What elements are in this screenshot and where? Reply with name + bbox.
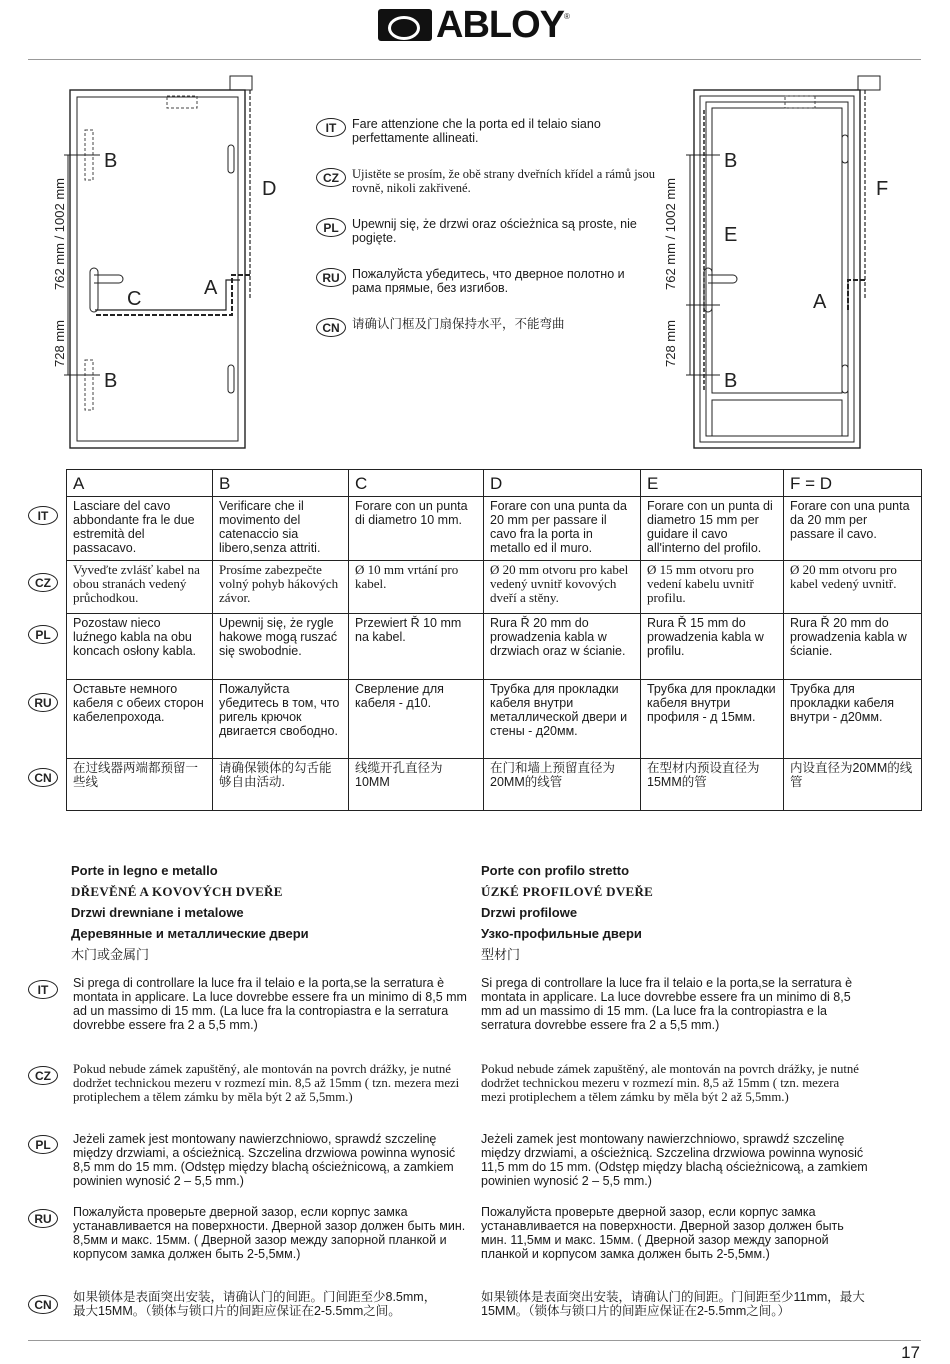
label-a: A xyxy=(813,291,827,313)
column-header: E xyxy=(641,470,784,497)
table-cell: Ø 20 mm otvoru pro kabel vedený uvnitř kovových dveří a stěny. xyxy=(484,561,641,614)
label-b-top: B xyxy=(724,150,738,172)
lang-badge-it: IT xyxy=(28,506,58,525)
heading-it: Porte con profilo stretto xyxy=(481,863,630,878)
installation-spec-table xyxy=(66,469,922,811)
table-cell: 请确保锁体的勾舌能够自由活动. xyxy=(213,759,349,811)
label-f: F xyxy=(876,178,889,200)
note-it xyxy=(316,117,656,145)
lang-badge: IT xyxy=(316,118,346,137)
note-text: Upewnij się, że drzwi oraz ościeżnica są proste, nie pogięte. xyxy=(352,217,637,245)
table-cell: Трубка для прокладки кабеля внутри профиля - д 15мм. xyxy=(641,680,784,759)
table-cell: Vyveďte zvlášť kabel na obou stranách vedený průchodkou. xyxy=(67,561,213,614)
label-b-bottom: B xyxy=(104,370,118,392)
note-cn xyxy=(316,317,656,337)
paragraph-pl: Jeżeli zamek jest montowany nawierzchniowo, sprawdź szczelinę między drzwiami, a ościeżnicą. Szczelina drzwiowa powinna wynosić 8,5 mm do 15 mm. (Odstęp między blachą ościeżnicową, a zamkiem powinien wynosić 2 – 5,5 mm.) xyxy=(73,1132,456,1188)
lang-badge-ru: RU xyxy=(28,693,58,712)
paragraph-ru: Пожалуйста проверьте дверной зазор, если корпус замка устанавливается на поверхности. Дверной зазор должен быть мин. 8,5мм и макс. 15мм. ( Дверной зазор между запорной планкой и корпусом замка должен быть 2-5,5мм.) xyxy=(73,1205,466,1261)
lang-badge-cn: CN xyxy=(28,1295,58,1314)
brand-name: ABLOY xyxy=(436,3,564,46)
right-column-heading xyxy=(481,860,653,965)
table-cell: Трубка для прокладки кабеля внутри - д20мм. xyxy=(784,680,922,759)
label-e: E xyxy=(724,224,738,246)
table-cell: Ø 20 mm otvoru pro kabel vedený uvnitř. xyxy=(784,561,922,614)
wood-door-diagram xyxy=(40,70,300,455)
table-cell: Verificare che il movimento del catenaccio sia libero,senza attriti. xyxy=(213,497,349,561)
heading-cz: DŘEVĚNÉ A KOVOVÝCH DVEŘE xyxy=(71,884,283,899)
paragraph-cn: 如果锁体是表面突出安装，请确认门的间距。门间距至少8.5mm，最大15MM。（锁体与锁口片的间距应保证在2-5.5mm之间。 xyxy=(73,1290,437,1318)
dimension-upper: 762 mm / 1002 mm xyxy=(663,178,678,290)
abloy-logo xyxy=(378,3,570,46)
label-b-bottom: B xyxy=(724,370,738,392)
table-cell: 线缆开孔直径为10MM xyxy=(349,759,484,811)
dimension-lower: 728 mm xyxy=(663,320,678,367)
label-b-top: B xyxy=(104,150,118,172)
dimension-lower: 728 mm xyxy=(52,320,67,367)
note-ru xyxy=(316,267,656,295)
table-header-row xyxy=(67,470,922,497)
column-header: A xyxy=(67,470,213,497)
note-text: Ujistěte se prosím, že obě strany dveřních křídel a rámů jsou rovně, nikoli zakřivené. xyxy=(352,167,656,195)
table-cell: Forare con un punta di diametro 10 mm. xyxy=(349,497,484,561)
table-cell: 在型材内预设直径为15MM的管 xyxy=(641,759,784,811)
paragraph-pl: Jeżeli zamek jest montowany nawierzchniowo, sprawdź szczelinę między drzwiami, a ościeżnicą. Szczelina drzwiowa powinna wynosić 11,5 mm do 15 mm. (Odstęp między blachą ościeżnicową, a zamkiem powinien wynosić 2 – 5,5 mm.) xyxy=(481,1132,868,1188)
table-row xyxy=(67,759,922,811)
lang-badge: CZ xyxy=(316,168,346,187)
heading-pl: Drzwi profilowe xyxy=(481,905,578,920)
column-header: C xyxy=(349,470,484,497)
label-c: C xyxy=(127,288,142,310)
paragraph-cz: Pokud nebude zámek zapuštěný, ale montován na povrch drážky, je nutné dodržet technickou mezeru v rozmezí min. 8,5 až 15mm ( tzn. mezera mezi protiplechem a tělem zámku by měla být 2 až 5,5mm.) xyxy=(73,1062,460,1104)
header-rule xyxy=(28,59,921,60)
lang-badge-cz: CZ xyxy=(28,573,58,592)
table-cell: Rura Ř 15 mm do prowadzenia kabla w profilu. xyxy=(641,614,784,680)
table-cell: Forare con un punta di diametro 15 mm per guidare il cavo all'interno del profilo. xyxy=(641,497,784,561)
note-pl xyxy=(316,217,656,245)
table-cell: Przewiert Ř 10 mm na kabel. xyxy=(349,614,484,680)
heading-ru: Узко-профильные двери xyxy=(481,926,642,941)
dimension-upper: 762 mm / 1002 mm xyxy=(52,178,67,290)
note-text: Fare attenzione che la porta ed il telaio siano perfettamente allineati. xyxy=(352,117,601,145)
table-row xyxy=(67,680,922,759)
table-cell: Ø 15 mm otvoru pro vedení kabelu uvnitř profilu. xyxy=(641,561,784,614)
note-cz xyxy=(316,167,656,195)
paragraph-cn: 如果锁体是表面突出安装，请确认门的间距。门间距至少11mm，最大15MM。（锁体与锁口片的间距应保证在2-5.5mm之间。） xyxy=(481,1290,865,1318)
note-text: Пожалуйста убедитесь, что дверное полотно и рама прямые, без изгибов. xyxy=(352,267,625,295)
column-header: D xyxy=(484,470,641,497)
table-row xyxy=(67,561,922,614)
lang-badge-cn: CN xyxy=(28,768,58,787)
note-text: 请确认门框及门扇保持水平，不能弯曲 xyxy=(352,317,565,331)
column-header: F = D xyxy=(784,470,922,497)
heading-cn: 型材门 xyxy=(481,947,521,962)
profile-door-diagram xyxy=(660,70,910,455)
table-cell: Forare con una punta da 20 mm per passare il cavo fra la porta in metallo ed il muro. xyxy=(484,497,641,561)
paragraph-it: Si prega di controllare la luce fra il telaio e la porta,se la serratura è montata in applicare. La luce dovrebbe essere fra un minimo di 8,5 mm ad un massimo di 15 mm. (La luce fra la contropiastra e la serratura dovrebbe essere fra 2 a 5,5 mm.) xyxy=(73,976,467,1032)
lang-badge-pl: PL xyxy=(28,1135,58,1154)
lang-badge-it: IT xyxy=(28,980,58,999)
table-cell: Prosíme zabezpečte volný pohyb hákových závor. xyxy=(213,561,349,614)
lang-badge-pl: PL xyxy=(28,625,58,644)
table-cell: Ø 10 mm vrtání pro kabel. xyxy=(349,561,484,614)
table-cell: Forare con una punta da 20 mm per passare il cavo. xyxy=(784,497,922,561)
paragraph-it: Si prega di controllare la luce fra il telaio e la porta,se la serratura è montata in applicare. La luce dovrebbe essere fra un minimo di 8,5 mm ad un massimo di 15 mm. (La luce fra la contropiastra e la serratura dovrebbe essere fra 2 a 5,5 mm.) xyxy=(481,976,853,1032)
paragraph-ru: Пожалуйста проверьте дверной зазор, если корпус замка устанавливается на поверхности. Дверной зазор должен быть мин. 11,5мм и макс. 15мм. ( Дверной зазор между запорной планкой и корпусом замка должен быть 2-5,5мм.) xyxy=(481,1205,844,1261)
table-cell: Pozostaw nieco luźnego kabla na obu koncach osłony kabla. xyxy=(67,614,213,680)
heading-cz: ÚZKÉ PROFILOVÉ DVEŘE xyxy=(481,884,654,899)
table-cell: Rura Ř 20 mm do prowadzenia kabla w drzwiach oraz w ścianie. xyxy=(484,614,641,680)
lang-badge: RU xyxy=(316,268,346,287)
heading-it: Porte in legno e metallo xyxy=(71,863,218,878)
lang-badge: PL xyxy=(316,218,346,237)
label-a: A xyxy=(204,277,218,299)
abloy-key-icon xyxy=(378,9,432,41)
heading-pl: Drzwi drewniane i metalowe xyxy=(71,905,244,920)
table-cell: Upewnij się, że rygle hakowe mogą ruszać się swobodnie. xyxy=(213,614,349,680)
heading-cn: 木门或金属门 xyxy=(71,947,150,962)
page-number: 17 xyxy=(901,1343,920,1362)
table-cell: Оставьте немного кабеля с обеих сторон кабелепрохода. xyxy=(67,680,213,759)
table-cell: Трубка для прокладки кабеля внутри металлической двери и стены - д20мм. xyxy=(484,680,641,759)
label-d: D xyxy=(262,178,277,200)
table-cell: 在过线器两端都预留一些线 xyxy=(67,759,213,811)
registered-mark: ® xyxy=(564,12,570,21)
column-header: B xyxy=(213,470,349,497)
table-cell: 在门和墙上预留直径为20MM的线管 xyxy=(484,759,641,811)
table-row xyxy=(67,614,922,680)
table-cell: Пожалуйста убедитесь в том, что ригель крючок двигается свободно. xyxy=(213,680,349,759)
paragraph-cz: Pokud nebude zámek zapuštěný, ale montován na povrch drážky, je nutné dodržet technickou mezeru v rozmezí min. 8,5 až 15mm ( tzn. mezera mezi protiplechem a tělem zámku by měla být 2 až 5,5mm.) xyxy=(481,1062,859,1104)
left-column-heading xyxy=(71,860,309,965)
heading-ru: Деревянные и металлические двери xyxy=(71,926,309,941)
table-cell: 内设直径为20MM的线管 xyxy=(784,759,922,811)
lang-badge-cz: CZ xyxy=(28,1066,58,1085)
lang-badge-ru: RU xyxy=(28,1209,58,1228)
table-cell: Сверление для кабеля - д10. xyxy=(349,680,484,759)
footer-rule xyxy=(28,1340,921,1341)
lang-badge: CN xyxy=(316,318,346,337)
table-cell: Lasciare del cavo abbondante fra le due estremità del passacavo. xyxy=(67,497,213,561)
table-cell: Rura Ř 20 mm do prowadzenia kabla w ścianie. xyxy=(784,614,922,680)
table-row xyxy=(67,497,922,561)
